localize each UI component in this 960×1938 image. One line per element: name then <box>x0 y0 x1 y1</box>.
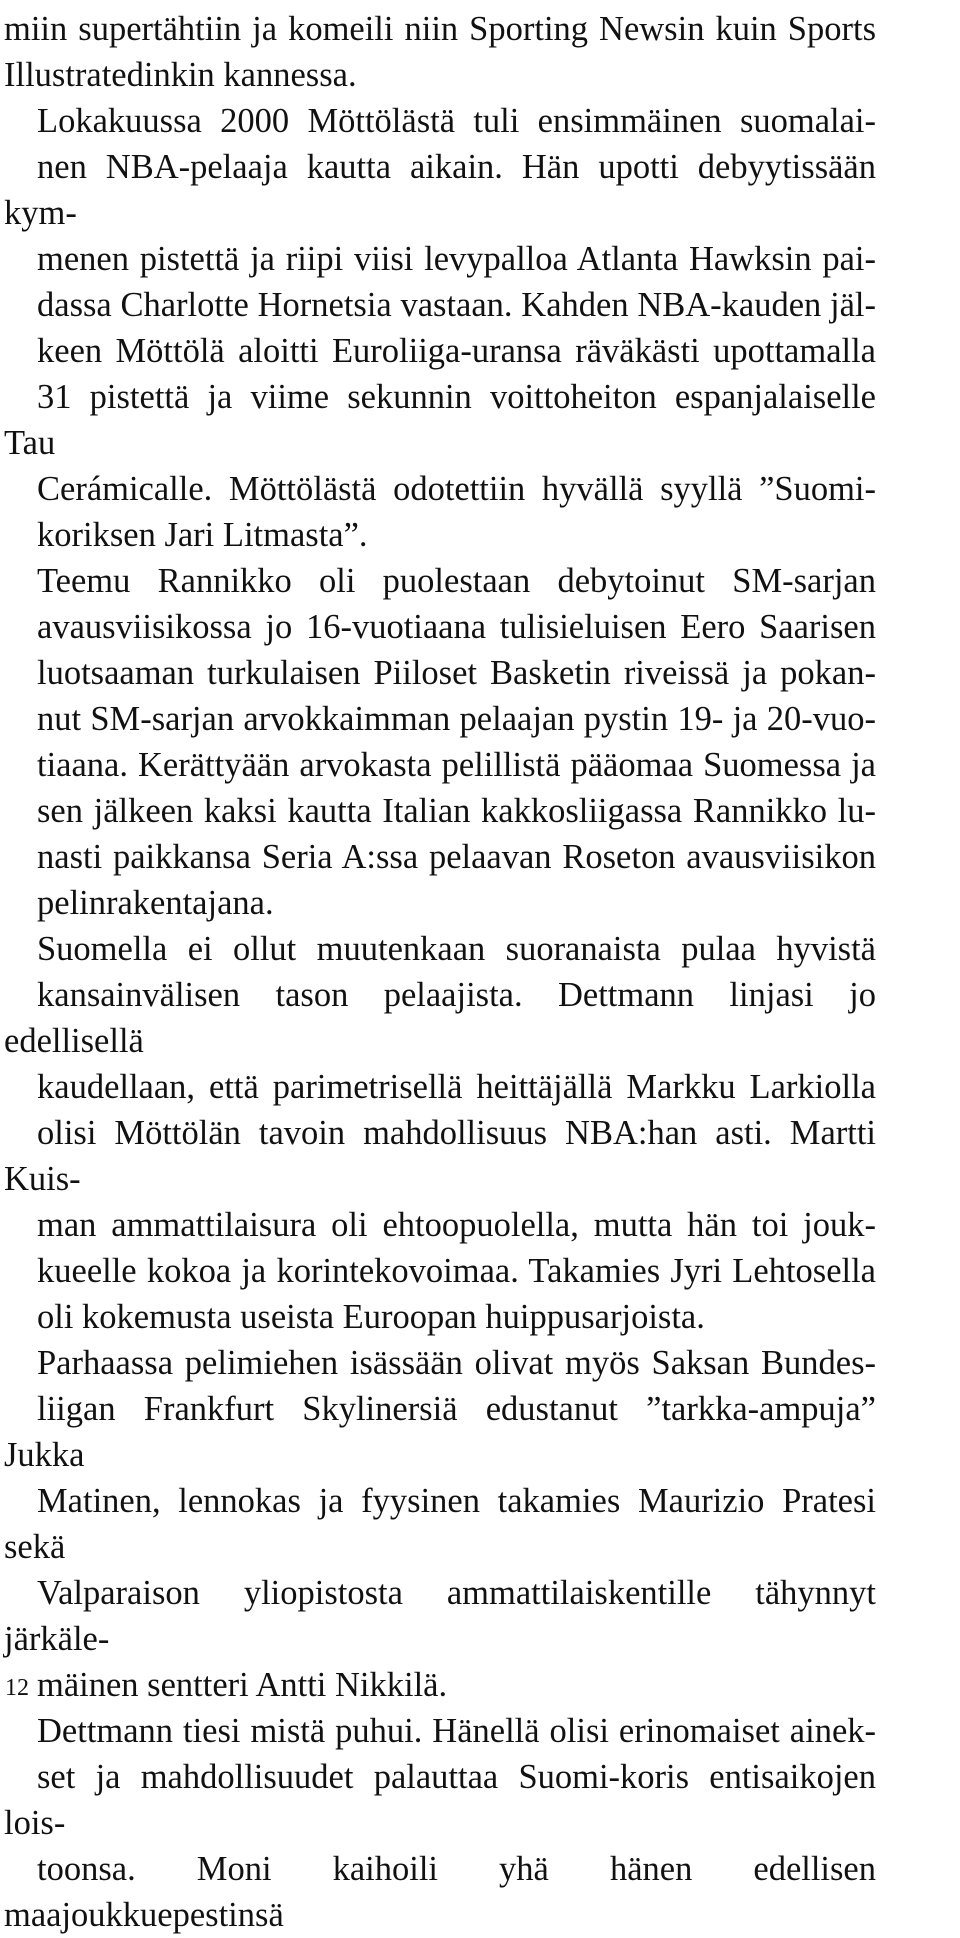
paragraph-5 <box>4 1340 876 1708</box>
text-line: Lokakuussa 2000 Möttölästä tuli ensimmäinen suomalai- <box>37 102 876 140</box>
text-line: Suomella ei ollut muutenkaan suoranaista pulaa hyvistä <box>37 930 876 968</box>
text-line: menen pistettä ja riipi viisi levypalloa Atlanta Hawksin pai- <box>37 240 876 278</box>
page-number: 12 <box>5 1675 29 1701</box>
text-line: nasti paikkansa Seria A:ssa pelaavan Roseton avausviisikon <box>37 838 876 876</box>
text-line: kansainvälisen tason pelaajista. Dettmann linjasi jo edellisellä <box>4 976 876 1060</box>
text-line: toonsa. Moni kaihoili yhä hänen edellisen maajoukkuepestinsä <box>4 1850 876 1934</box>
text-line: avausviisikossa jo 16-vuotiaana tulisieluisen Eero Saarisen <box>37 608 876 646</box>
text-line: tiaana. Kerättyään arvokasta pelillistä pääomaa Suomessa ja <box>37 746 876 784</box>
paragraph-1 <box>4 6 876 98</box>
paragraph-3 <box>4 558 876 926</box>
paragraph-6 <box>4 1708 876 1938</box>
book-page <box>4 6 876 1938</box>
text-line: koriksen Jari Litmasta”. <box>37 516 368 554</box>
text-line: 31 pistettä ja viime sekunnin voittoheiton espanjalaiselle Tau <box>4 378 876 462</box>
text-line: luotsaaman turkulaisen Piiloset Basketin riveissä ja pokan- <box>37 654 876 692</box>
text-line: Valparaison yliopistosta ammattilaiskentille tähynnyt järkäle- <box>4 1574 876 1658</box>
text-line: Cerámicalle. Möttölästä odotettiin hyvällä syyllä ”Suomi- <box>37 470 876 508</box>
text-line: nut SM-sarjan arvokkaimman pelaajan pystin 19- ja 20-vuo- <box>37 700 876 738</box>
text-line: kaudellaan, että parimetrisellä heittäjällä Markku Larkiolla <box>37 1068 876 1106</box>
text-line: olisi Möttölän tavoin mahdollisuus NBA:han asti. Martti Kuis- <box>4 1114 876 1198</box>
text-line: sen jälkeen kaksi kautta Italian kakkosliigassa Rannikko lu- <box>37 792 876 830</box>
text-line: Dettmann tiesi mistä puhui. Hänellä olisi erinomaiset ainek- <box>37 1712 876 1750</box>
text-line: mäinen sentteri Antti Nikkilä. <box>37 1666 448 1704</box>
text-line: kueelle kokoa ja korintekovoimaa. Takamies Jyri Lehtosella <box>37 1252 876 1290</box>
text-line: Parhaassa pelimiehen isässään olivat myös Saksan Bundes- <box>37 1344 876 1382</box>
text-line: keen Möttölä aloitti Euroliiga-uransa räväkästi upottamalla <box>37 332 876 370</box>
text-line: miin supertähtiin ja komeili niin Sporting Newsin kuin Sports <box>4 10 876 48</box>
text-line: Teemu Rannikko oli puolestaan debytoinut SM-sarjan <box>37 562 876 600</box>
text-line: oli kokemusta useista Euroopan huippusarjoista. <box>37 1298 705 1336</box>
text-line: pelinrakentajana. <box>37 884 274 922</box>
text-line: nen NBA-pelaaja kautta aikain. Hän upotti debyytissään kym- <box>4 148 876 232</box>
paragraph-2 <box>4 98 876 558</box>
text-line: Matinen, lennokas ja fyysinen takamies Maurizio Pratesi sekä <box>4 1482 876 1566</box>
text-line: dassa Charlotte Hornetsia vastaan. Kahden NBA-kauden jäl- <box>37 286 876 324</box>
paragraph-4 <box>4 926 876 1340</box>
text-line: set ja mahdollisuudet palauttaa Suomi-koris entisaikojen lois- <box>4 1758 876 1842</box>
text-line: man ammattilaisura oli ehtoopuolella, mutta hän toi jouk- <box>37 1206 876 1244</box>
text-line: Illustratedinkin kannessa. <box>4 56 357 94</box>
text-line: liigan Frankfurt Skylinersiä edustanut ”tarkka-ampuja” Jukka <box>4 1390 876 1474</box>
